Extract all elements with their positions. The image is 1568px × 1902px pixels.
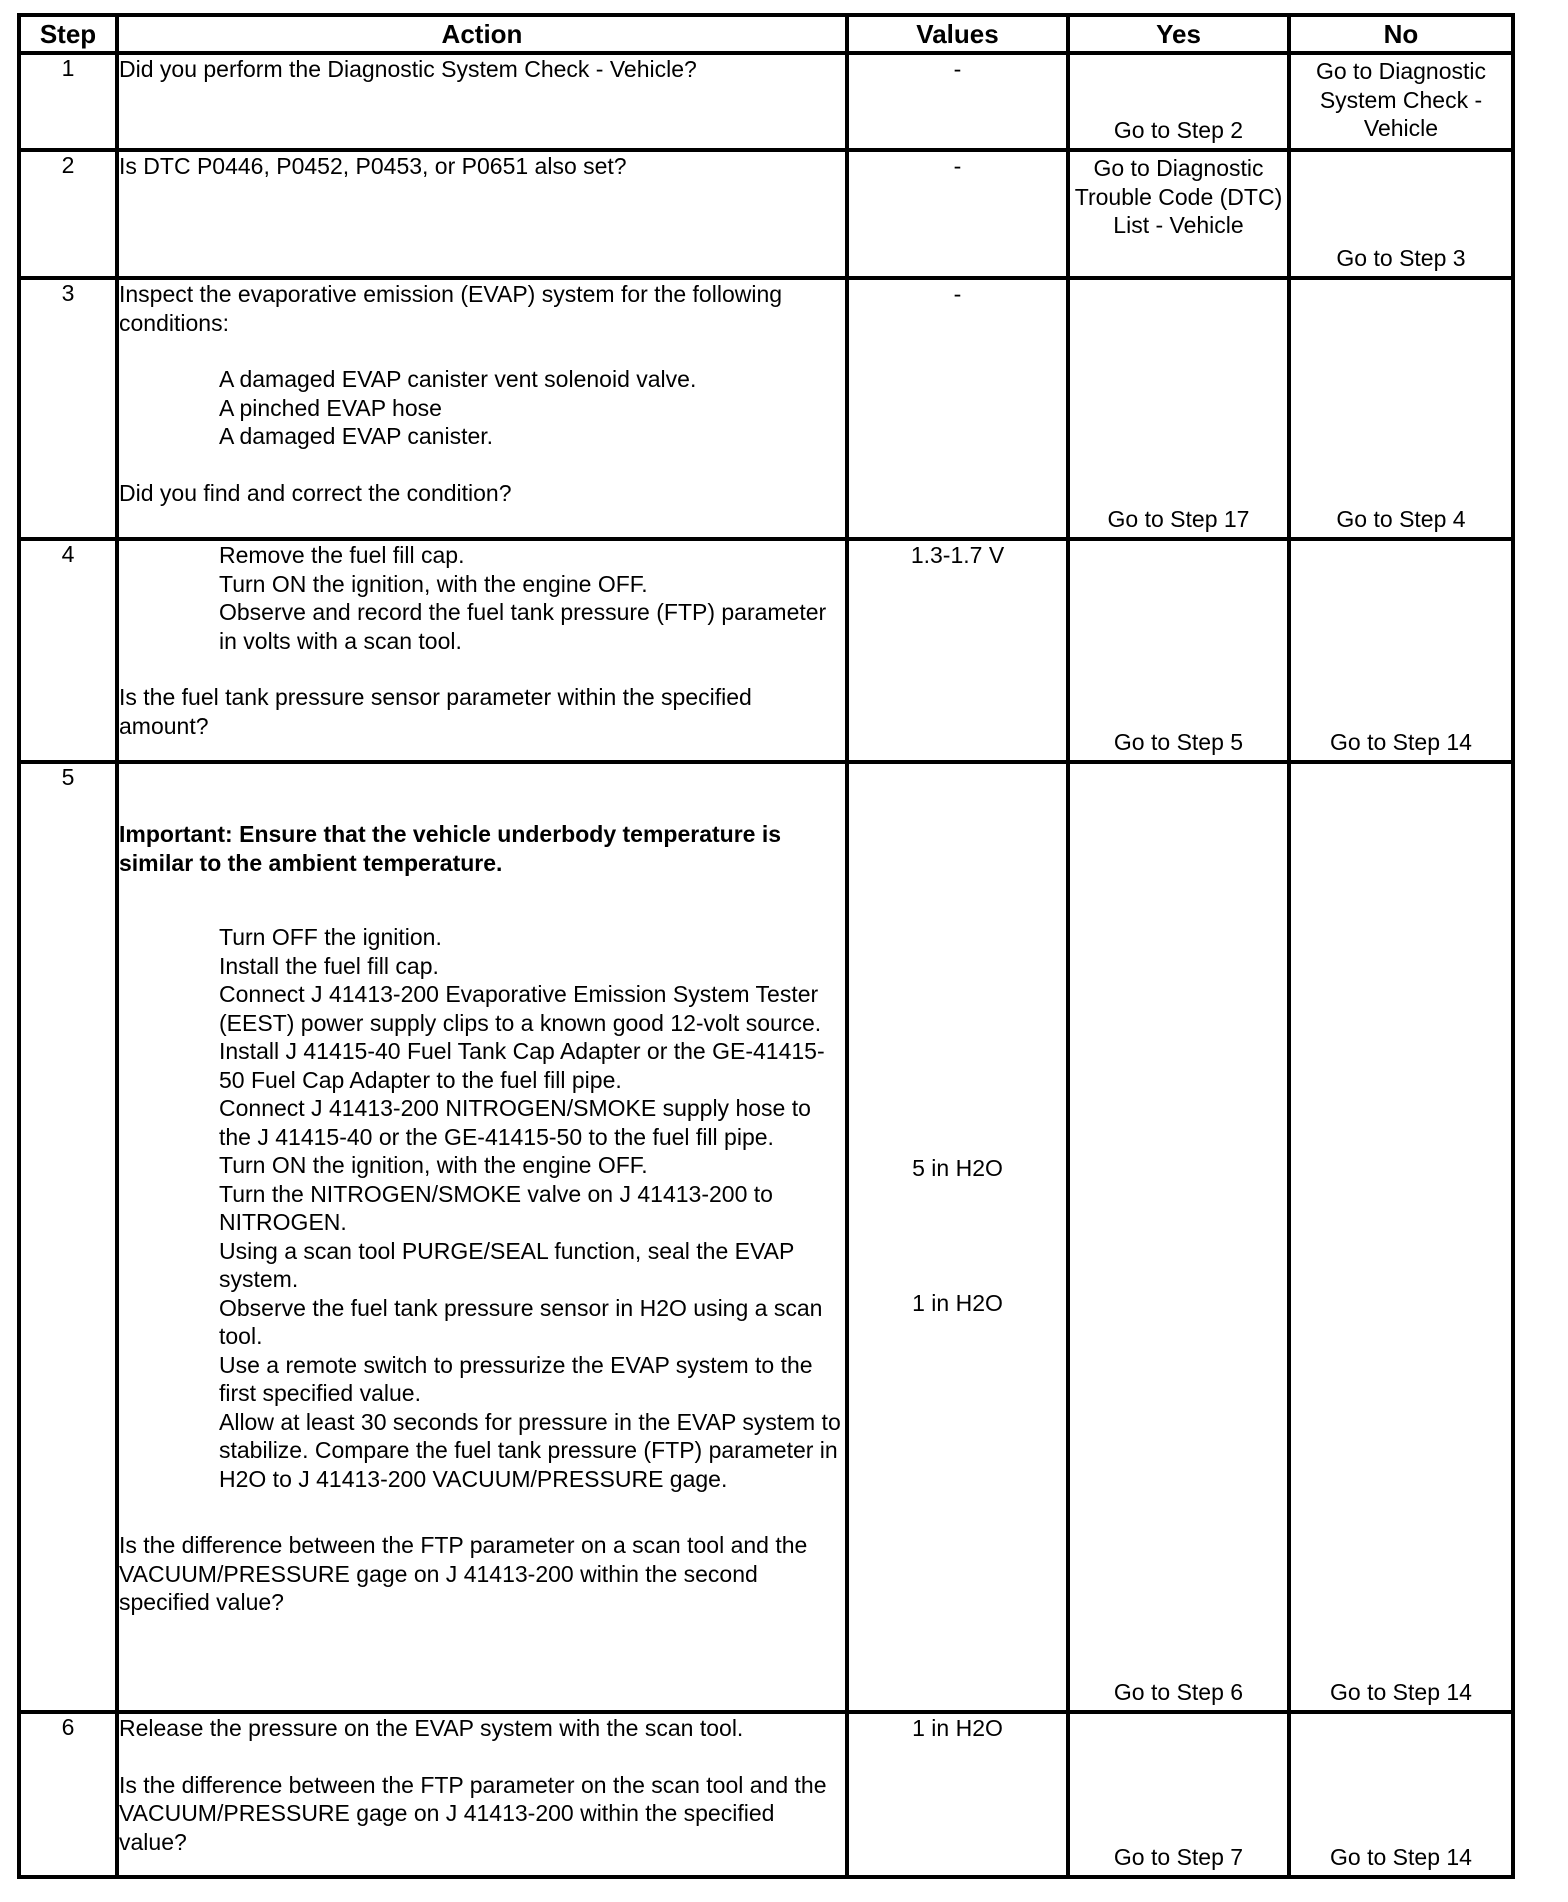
no-link[interactable]: Go to Step 4	[1336, 505, 1466, 532]
action-question: Is the fuel tank pressure sensor parameter within the specified amount?	[119, 684, 752, 739]
value-cell	[847, 762, 1068, 1712]
yes-link[interactable]: Go to Step 17	[1107, 505, 1250, 532]
yes-link[interactable]: Go to Step 5	[1113, 728, 1244, 755]
list-item: Use a remote switch to pressurize the EVAP system to the first specified value.	[219, 1351, 813, 1406]
step-number: 6	[19, 1712, 117, 1877]
no-cell	[1289, 150, 1513, 278]
list-item: A damaged EVAP canister vent solenoid valve.	[219, 366, 697, 392]
action-cell	[117, 53, 847, 150]
condition-list	[119, 365, 845, 451]
no-link[interactable]: Go to Step 14	[1330, 1843, 1472, 1870]
action-text: Is DTC P0446, P0452, P0453, or P0651 also set?	[119, 153, 627, 179]
diagnostic-table	[17, 13, 1515, 1879]
header-row	[19, 15, 1513, 53]
no-cell	[1289, 1712, 1513, 1877]
yes-link[interactable]: Go to Diagnostic Trouble Code (DTC) List - Vehicle	[1074, 155, 1283, 238]
header-yes: Yes	[1068, 15, 1289, 53]
value-cell: -	[847, 278, 1068, 539]
action-cell	[117, 278, 847, 539]
list-item: A damaged EVAP canister.	[219, 423, 494, 449]
list-item: Turn ON the ignition, with the engine OFF.	[219, 1152, 648, 1178]
header-values: Values	[847, 15, 1068, 53]
step-number: 4	[19, 539, 117, 762]
procedure-list	[119, 541, 845, 655]
table-row-step-5	[19, 762, 1513, 1712]
no-cell	[1289, 53, 1513, 150]
important-note: Important: Ensure that the vehicle underbody temperature is similar to the ambient temperature.	[119, 821, 782, 876]
list-item: Turn OFF the ignition.	[219, 924, 442, 950]
action-intro: Release the pressure on the EVAP system with the scan tool.	[119, 1715, 744, 1741]
step-number: 5	[19, 762, 117, 1712]
list-item: Using a scan tool PURGE/SEAL function, seal the EVAP system.	[219, 1237, 794, 1292]
action-intro: Inspect the evaporative emission (EVAP) system for the following conditions:	[119, 281, 783, 336]
list-item: Connect J 41413-200 NITROGEN/SMOKE supply hose to the J 41415-40 or the GE-41415-50 to the fuel fill pipe.	[219, 1095, 811, 1150]
action-question: Did you find and correct the condition?	[119, 479, 512, 506]
yes-link[interactable]: Go to Step 6	[1113, 1678, 1244, 1705]
table-row-step-6	[19, 1712, 1513, 1877]
yes-cell	[1068, 1712, 1289, 1877]
action-cell	[117, 1712, 847, 1877]
list-item: Observe the fuel tank pressure sensor in H2O using a scan tool.	[219, 1294, 823, 1349]
list-item: Install the fuel fill cap.	[219, 952, 439, 979]
list-item: Turn the NITROGEN/SMOKE valve on J 41413-200 to NITROGEN.	[219, 1180, 773, 1235]
action-cell	[117, 539, 847, 762]
table-row-step-4	[19, 539, 1513, 762]
no-link[interactable]: Go to Step 14	[1330, 728, 1472, 755]
value-cell: -	[847, 53, 1068, 150]
header-no: No	[1289, 15, 1513, 53]
yes-cell	[1068, 762, 1289, 1712]
action-question: Is the difference between the FTP parameter on the scan tool and the VACUUM/PRESSURE gage on J 41413-200 within the specified value?	[119, 1771, 827, 1855]
action-cell	[117, 150, 847, 278]
action-text: Did you perform the Diagnostic System Check - Vehicle?	[119, 56, 697, 82]
table-row-step-1	[19, 53, 1513, 150]
procedure-list	[119, 923, 845, 1493]
value-cell: 1 in H2O	[847, 1712, 1068, 1877]
yes-link[interactable]: Go to Step 7	[1113, 1843, 1244, 1870]
no-link[interactable]: Go to Diagnostic System Check - Vehicle	[1315, 58, 1487, 141]
step-number: 2	[19, 150, 117, 278]
list-item: Turn ON the ignition, with the engine OFF.	[219, 570, 648, 597]
list-item: Allow at least 30 seconds for pressure in the EVAP system to stabilize. Compare the fuel tank pressure (FTP) parameter in H2O to J 41413-200 VACUUM/PRESSURE gage.	[219, 1408, 841, 1492]
table-row-step-2	[19, 150, 1513, 278]
yes-cell	[1068, 539, 1289, 762]
table-row-step-3	[19, 278, 1513, 539]
list-item: A pinched EVAP hose	[219, 394, 442, 421]
no-cell	[1289, 278, 1513, 539]
list-item: Observe and record the fuel tank pressure (FTP) parameter in volts with a scan tool.	[219, 599, 827, 654]
list-item: Connect J 41413-200 Evaporative Emission System Tester (EEST) power supply clips to a known good 12-volt source.	[219, 981, 822, 1036]
list-item: Install J 41415-40 Fuel Tank Cap Adapter or the GE-41415-50 Fuel Cap Adapter to the fuel fill pipe.	[219, 1038, 825, 1093]
header-step: Step	[19, 15, 117, 53]
no-cell	[1289, 762, 1513, 1712]
yes-cell	[1068, 278, 1289, 539]
header-action: Action	[117, 15, 847, 53]
yes-cell	[1068, 53, 1289, 150]
step-number: 1	[19, 53, 117, 150]
yes-cell	[1068, 150, 1289, 278]
value-cell: 1.3-1.7 V	[847, 539, 1068, 762]
yes-link[interactable]: Go to Step 2	[1113, 116, 1244, 143]
value-cell: -	[847, 150, 1068, 278]
no-link[interactable]: Go to Step 14	[1330, 1678, 1472, 1705]
action-cell	[117, 762, 847, 1712]
no-cell	[1289, 539, 1513, 762]
no-link[interactable]: Go to Step 3	[1336, 244, 1466, 271]
list-item: Remove the fuel fill cap.	[219, 542, 465, 568]
action-question: Is the difference between the FTP parameter on a scan tool and the VACUUM/PRESSURE gage on J 41413-200 within the second specified value?	[119, 1532, 808, 1615]
step-number: 3	[19, 278, 117, 539]
first-specified-value: 5 in H2O	[912, 1155, 1003, 1181]
second-specified-value: 1 in H2O	[912, 1289, 1003, 1316]
